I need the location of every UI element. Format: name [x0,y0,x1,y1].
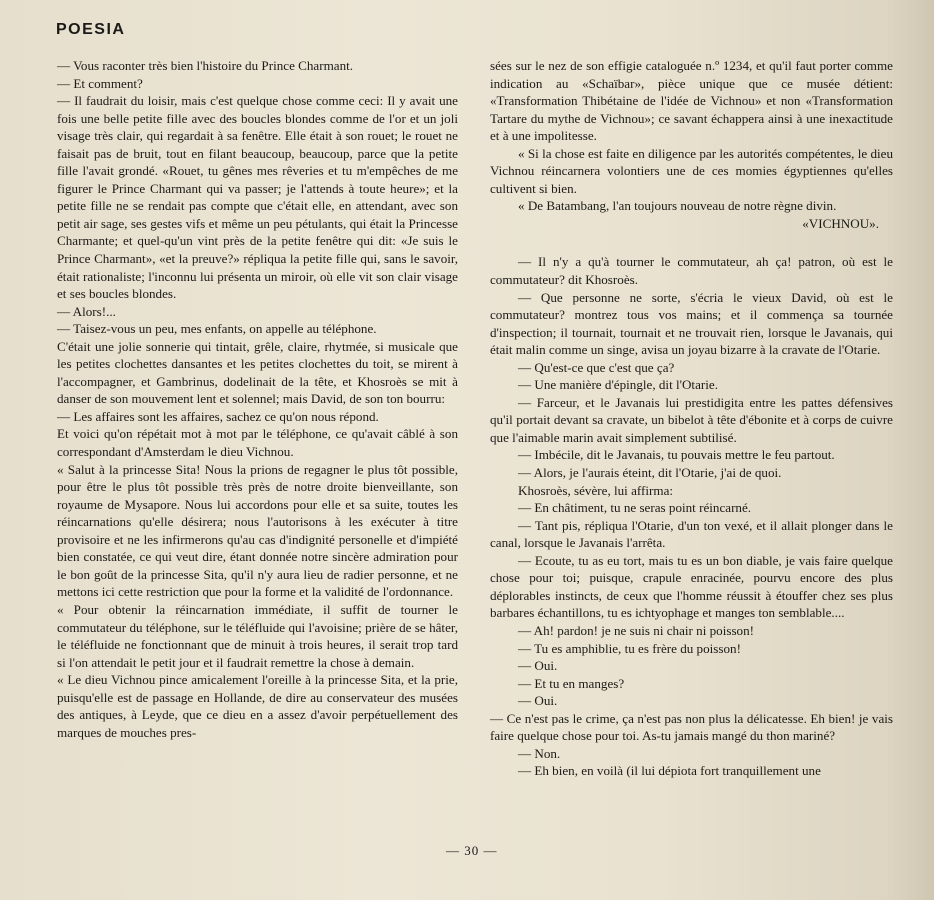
paragraph: — Non. [518,745,561,761]
paragraph: — Et comment? [57,75,143,91]
paragraph: — Ce n'est pas le crime, ça n'est pas non plus la délicatesse. Eh bien! je vais faire quelque chose pour toi. As-tu jamais mangé du thon mariné? [490,710,893,744]
paragraph: — Taisez-vous un peu, mes enfants, on appelle au téléphone. [57,321,377,337]
paragraph: Et voici qu'on répétait mot à mot par le téléphone, ce qu'avait câblé à son correspondant d'Amsterdam le dieu Vichnou. [57,426,458,460]
paragraph: — Et tu en manges? [518,675,625,691]
paragraph: — Ah! pardon! je ne suis ni chair ni poisson! [518,622,755,638]
paragraph: — Oui. [518,693,558,709]
paragraph: — Tu es amphiblie, tu es frère du poisson! [518,640,741,656]
paragraph: — Alors, je l'aurais éteint, dit l'Otarie, j'ai de quoi. [518,465,782,481]
paragraph: — Farceur, et le Javanais lui prestidigita entre les pattes défensives qu'il portait devant sa cravate, un bibelot à tête d'ébonite et à corps de cuivre que l'aimable marin avait simplement subtilisé. [490,394,893,445]
paragraph: « Le dieu Vichnou pince amicalement l'oreille à la princesse Sita, et la prie, puisqu'elle est de passage en Hollande, de dire au conservateur des musées des antiques, à Leyde, que ce dieu en a assez d'avoir perpétuellement des marques de mouches pres- [57,672,458,740]
letter-signature: «VICHNOU». [802,215,879,231]
paragraph: — Il n'y a qu'à tourner le commutateur, ah ça! patron, où est le commutateur? dit Khosroès. [490,254,893,288]
paragraph: Khosroès, sévère, lui affirma: [518,482,674,498]
paragraph: sées sur le nez de son effigie cataloguée n.º 1234, et qu'il faut porter comme indication au «Schaïbar», pièce unique que ce musée détient: «Transformation Thibétaine de l'idée de Vichnou» et non «Transformation Tartare du mythe de Vichnou»; ce savant échappera ainsi à une inexactitude et à une impolitesse. [490,58,893,144]
running-header: POESIA [56,21,126,38]
paragraph: — Vous raconter très bien l'histoire du Prince Charmant. [57,58,354,73]
paragraph: « Salut à la princesse Sita! Nous la prions de regagner le plus tôt possible, pour être le plus tôt possible très près de notre droite bienveillante, son royaume de Mysapore. Nous lui accordons pour elle et sa suite, toutes les réincarnations qu'elle désirera; nous l'autorisons à les exécuter à titre provisoire et ne les infirmerons qu'au cas d'indignité personelle et d'impiété bien constatée, ce qui veut dire, étant donnée notre sincère admiration pour le bon goût de la princesse Sita, qu'il n'y aura lieu de radier personne, et ne mettons ici cette restriction que pour la forme et la validité de l'ordonnance. [57,461,458,600]
paragraph: — Eh bien, en voilà (il lui dépiota fort tranquillement une [518,763,821,779]
paragraph: — Ecoute, tu as eu tort, mais tu es un bon diable, je vais faire quelque chose pour toi; puisque, crapule enracinée, pourvu encore des plus déplorables instincts, de ceux que l'homme réussit à étouffer chez ses plus barbares échantillons, tu es ichtyophage et manges ton semblable.... [490,552,893,621]
paragraph: — Les affaires sont les affaires, sachez ce qu'on nous répond. [57,408,379,424]
paragraph: — Qu'est-ce que c'est que ça? [518,359,675,375]
paragraph: — Que personne ne sorte, s'écria le vieux David, où est le commutateur? montrez tous vos mains; et il commença sa tournée d'inspection; il tournait, tournait et ne trouvait rien, lorsque le Javanais, qui était malin comme un singe, avisa un joyau bizarre à la cravate de l'Otarie. [490,289,893,358]
paragraph: « Pour obtenir la réincarnation immédiate, il suffit de tourner le commutateur du téléphone, sur le téléfluide qui l'avoisine; prière de se hâter, le téléfluide ne fonctionnant que de minuit à trois heures, il serait trop tard si l'on attendait le petit jour et il faudrait remettre la chose à demain. [57,601,458,670]
paragraph: — Il faudrait du loisir, mais c'est quelque chose comme ceci: Il y avait une fois une belle petite fille avec des boucles blondes comme de l'or et un joli visage très clair, qui regardait à sa fenêtre. Elle était à son rouet; le rouet ne faisait pas de bruit, tout en filant beaucoup, beaucoup, parce que la petite fille l'avait grondé. «Rouet, tu gênes mes rêveries et tu m'empêches de me figurer le Prince Charmant qui va passer; je l'attends à toute heure»; et la petite fille ne se rendait pas compte que c'était elle, en attendant, avec son petit air sage, ses gestes vifs et même un peu pétulants, qui était la Princesse Charmante; et quel-qu'un vint près de la petite fenêtre qui dit: «Je suis le Prince Charmant», «et la preuve?» répliqua la petite fille qui, sans le savoir, était rationaliste; l'inconnu lui présenta un miroir, où elle vit son clair visage et ses boucles blondes. [57,93,458,302]
paragraph: — Alors!... [57,303,116,319]
page-number: — 30 — [446,843,498,858]
paragraph: — Imbécile, dit le Javanais, tu pouvais mettre le feu partout. [518,447,835,463]
paragraph: — Oui. [518,658,558,674]
paragraph: — Tant pis, répliqua l'Otarie, d'un ton vexé, et il allait plonger dans le canal, lorsque le Javanais l'arrêta. [490,517,893,551]
paragraph: « Si la chose est faite en diligence par les autorités compétentes, le dieu Vichnou réincarnera volontiers une de ces momies égyptiennes qu'elles cultivent si bien. [490,145,893,196]
section-gap [490,232,893,253]
right-column [490,57,893,780]
paragraph: « De Batambang, l'an toujours nouveau de notre règne divin. [518,198,837,214]
left-column [57,57,458,741]
paragraph: — En châtiment, tu ne seras point réincarné. [518,500,752,516]
paragraph: C'était une jolie sonnerie qui tintait, grêle, claire, rhytmée, si musicale que les petites clochettes dansantes et les petites clochettes du toit, se mirent à l'accompagner, et Gambrinus, dodelinait de la tête, et Khosroès se mit à danser de son mouvement lent et solennel; mais David, de son ton bourru: [57,338,458,407]
paragraph: — Une manière d'épingle, dit l'Otarie. [518,377,718,393]
